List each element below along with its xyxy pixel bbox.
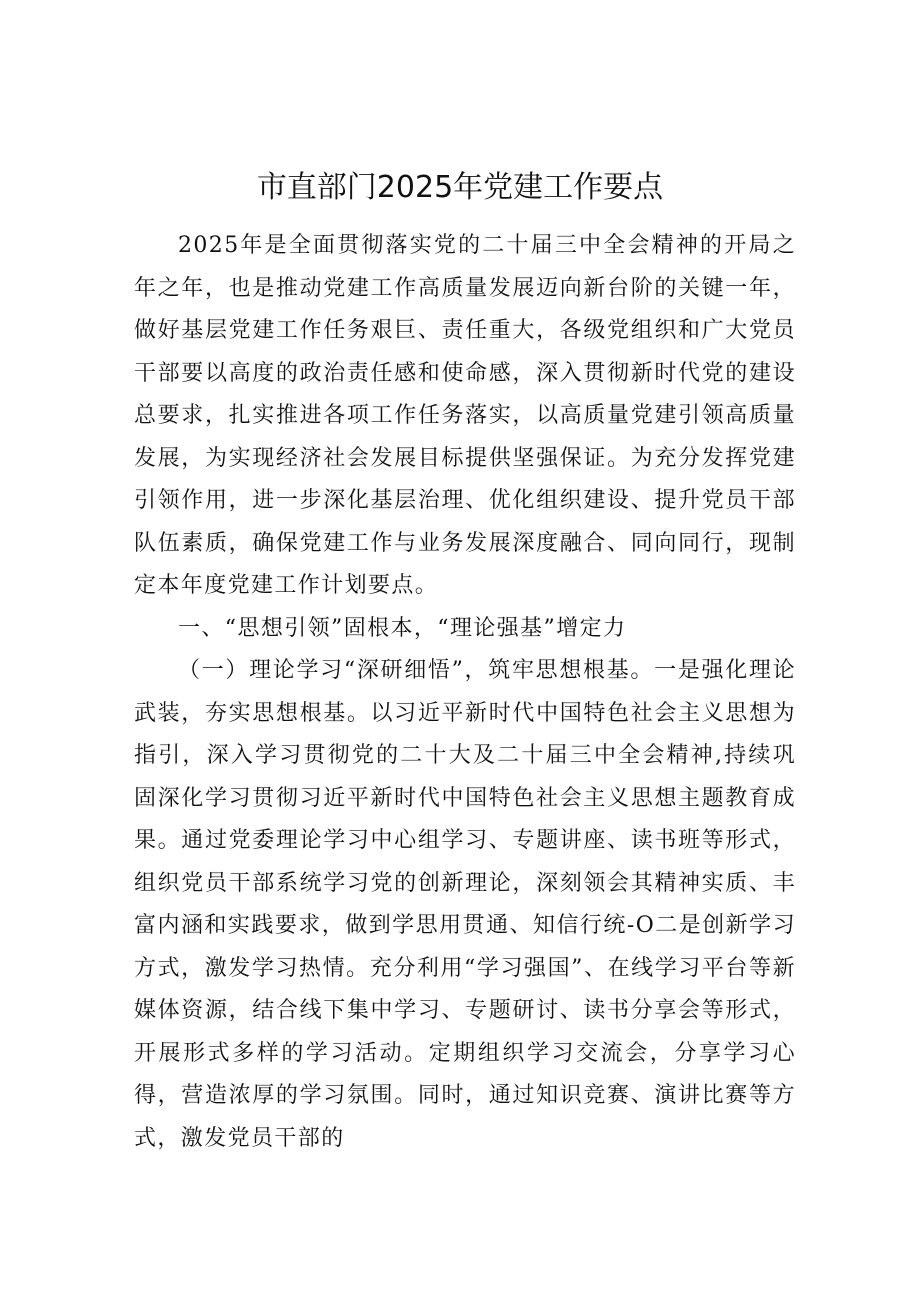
document-body (134, 225, 796, 1160)
intro-paragraph: 2025年是全面贯彻落实党的二十届三中全会精神的开局之年之年，也是推动党建工作高质量发展迈向新台阶的关键一年，做好基层党建工作任务艰巨、责任重大，各级党组织和广大党员干部要以高度的政治责任感和使命感，深入贯彻新时代党的建设总要求，扎实推进各项工作任务落实，以高质量党建引领高质量发展，为实现经济社会发展目标提供坚强保证。为充分发挥党建引领作用，进一步深化基层治理、优化组织建设、提升党员干部队伍素质，确保党建工作与业务发展深度融合、同向同行，现制定本年度党建工作计划要点。 (134, 233, 796, 598)
document-title: 市直部门2025年党建工作要点 (256, 170, 664, 205)
section-heading-1: 一、“思想引领”固根本，“理论强基”增定力 (178, 615, 627, 641)
subsection-paragraph-1: （一）理论学习“深研细悟”，筑牢思想根基。一是强化理论武装，夯实思想根基。以习近平新时代中国特色社会主义思想为指引，深入学习贯彻党的二十大及二十届三中全会精神,持续巩固深化学习贯彻习近平新时代中国特色社会主义思想主题教育成果。通过党委理论学习中心组学习、专题讲座、读书班等形式，组织党员干部系统学习党的创新理论，深刻领会其精神实质、丰富内涵和实践要求，做到学思用贯通、知信行统-O二是创新学习方式，激发学习热情。充分利用“学习强国”、在线学习平台等新媒体资源，结合线下集中学习、专题研讨、读书分享会等形式，开展形式多样的学习活动。定期组织学习交流会，分享学习心得，营造浓厚的学习氛围。同时，通过知识竞赛、演讲比赛等方式，激发党员干部的 (134, 658, 796, 1151)
